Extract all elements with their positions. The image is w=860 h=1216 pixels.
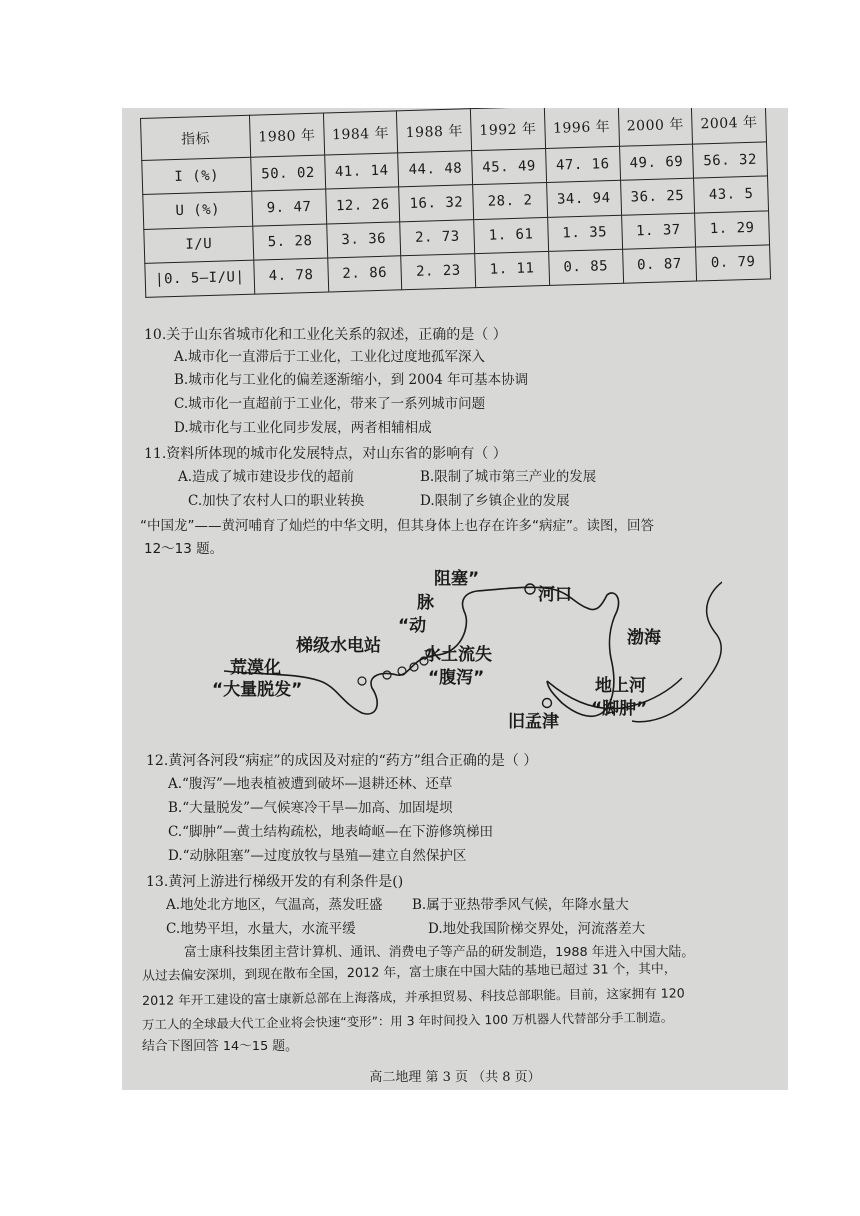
table-cell: 50. 02	[251, 155, 326, 191]
question-10-option-d: D.城市化与工业化同步发展，两者相辅相成	[174, 420, 432, 436]
question-11-option-c: C.加快了农村人口的职业转换	[188, 493, 365, 509]
table-cell: 34. 94	[546, 181, 621, 217]
table-cell: 1. 11	[475, 251, 550, 287]
table-cell: 0. 87	[622, 247, 697, 283]
map-label-mai: 脉	[417, 593, 434, 613]
table-cell: 43. 5	[694, 176, 769, 212]
table-cell: 36. 25	[620, 179, 695, 215]
header-cell-1988: 1988 年	[397, 109, 472, 153]
passage-line5: 结合下图回答 14～15 题。	[142, 1039, 298, 1054]
table-cell: 2. 86	[327, 256, 402, 292]
header-cell-1992: 1992 年	[470, 108, 545, 151]
map-label-huangmohua: 荒漠化	[230, 658, 281, 678]
question-13-stem: 13.黄河上游进行梯级开发的有利条件是()	[146, 874, 404, 890]
question-10-option-c: C.城市化一直超前于工业化，带来了一系列城市问题	[174, 396, 486, 412]
question-10-stem: 10.关于山东省城市化和工业化关系的叙述，正确的是（ ）	[144, 327, 507, 343]
table-cell: 41. 14	[324, 153, 399, 189]
question-12-option-c: C.“脚肿”—黄土结构疏松，地表崎岖—在下游修筑梯田	[168, 824, 493, 840]
header-cell-2000: 2000 年	[618, 108, 693, 147]
table-cell: 28. 2	[473, 183, 548, 219]
table-cell: 1. 29	[695, 211, 770, 247]
intro-12-13-line1: “中国龙”——黄河哺育了灿烂的中华文明，但其身体上也存在许多“病症”。读图，回答	[140, 518, 654, 534]
map-label-hekou: 河口	[538, 585, 572, 605]
map-label-zusai: 阻塞”	[434, 569, 480, 589]
passage-line3: 2012 年开工建设的富士康新总部在上海落成，并承担贸易、科技总部职能。目前，这家拥有 120	[142, 985, 685, 1008]
question-13-option-c: C.地势平坦，水量大，水流平缓	[166, 921, 356, 937]
question-12-stem: 12.黄河各河段“病症”的成因及对症的“药方”组合正确的是（ ）	[146, 753, 538, 769]
map-label-shuitu-liushi: 水土流失	[424, 645, 492, 665]
table-cell: 5. 28	[253, 224, 328, 260]
table-cell: 0. 79	[696, 245, 771, 281]
map-label-dong: “动	[398, 616, 427, 636]
question-10-option-b: B.城市化与工业化的偏差逐渐缩小，到 2004 年可基本协调	[174, 372, 529, 388]
question-10-option-a: A.城市化一直滞后于工业化，工业化过度地孤军深入	[174, 349, 486, 365]
map-label-bohai: 渤海	[627, 628, 661, 648]
urbanization-table-wrapper	[140, 108, 771, 298]
table-cell: 2. 73	[400, 219, 475, 255]
row-label: |0. 5—I/U|	[145, 260, 255, 297]
exam-page	[122, 108, 788, 1090]
jiumengjin-marker	[543, 699, 552, 708]
map-label-jiaozhong: “脚肿”	[591, 699, 648, 719]
table-cell: 2. 23	[401, 253, 476, 289]
intro-12-13-line2: 12～13 题。	[144, 541, 224, 557]
table-cell: 56. 32	[693, 142, 768, 178]
question-11-stem: 11.资料所体现的城市化发展特点，对山东省的影响有（ ）	[144, 446, 507, 462]
table-cell: 47. 16	[545, 147, 620, 183]
table-cell: 4. 78	[254, 258, 329, 294]
row-label: I (%)	[142, 157, 252, 194]
passage-line1: 富士康科技集团主营计算机、通讯、消费电子等产品的研发制造，1988 年进入中国大陆。	[184, 945, 695, 960]
table-cell: 49. 69	[619, 144, 694, 180]
question-11-option-d: D.限制了乡镇企业的发展	[420, 493, 570, 509]
page-footer: 高二地理 第 3 页 （共 8 页）	[369, 1070, 541, 1085]
table-cell: 12. 26	[325, 187, 400, 223]
table-cell: 1. 35	[547, 215, 622, 251]
header-cell-2004: 2004 年	[691, 108, 766, 144]
map-label-dishanghe: 地上河	[595, 676, 646, 696]
question-11-option-b: B.限制了城市第三产业的发展	[420, 469, 597, 485]
urbanization-industrialization-table	[140, 108, 771, 298]
question-13-option-d: D.地处我国阶梯交界处，河流落差大	[428, 921, 646, 937]
passage-line4: 万工人的全球最大代工企业将会快速“变形”：用 3 年时间投入 100 万机器人代替部分手工制造。	[142, 1009, 674, 1032]
table-cell: 0. 85	[548, 249, 623, 285]
row-label: U (%)	[143, 192, 253, 229]
table-cell: 1. 37	[621, 213, 696, 249]
table-cell: 44. 48	[398, 151, 473, 187]
header-cell-1996: 1996 年	[544, 108, 619, 149]
table-cell: 16. 32	[399, 185, 474, 221]
map-label-tiji-power: 梯级水电站	[296, 636, 381, 656]
table-cell: 9. 47	[252, 189, 327, 225]
table-cell: 45. 49	[472, 149, 547, 185]
yellow-river-map	[202, 563, 722, 738]
map-label-daliang-tuofa: “大量脱发”	[212, 680, 303, 700]
question-12-option-d: D.“动脉阻塞”—过度放牧与垦殖—建立自然保护区	[168, 848, 467, 864]
question-13-option-b: B.属于亚热带季风气候，年降水量大	[412, 897, 629, 913]
question-11-option-a: A.造成了城市建设步伐的超前	[178, 469, 355, 485]
header-cell-indicator: 指标	[141, 115, 251, 160]
question-13-option-a: A.地处北方地区，气温高，蒸发旺盛	[166, 897, 383, 913]
header-cell-1980: 1980 年	[249, 113, 324, 157]
map-label-jiumengjin: 旧孟津	[508, 712, 559, 732]
question-12-option-b: B.“大量脱发”—气候寒冷干旱—加高、加固堤坝	[168, 800, 453, 816]
row-label: I/U	[144, 226, 254, 263]
header-cell-1984: 1984 年	[323, 111, 398, 155]
map-label-fuxie: “腹泻”	[428, 668, 485, 688]
hekou-marker	[525, 584, 535, 594]
question-12-option-a: A.“腹泻”—地表植被遭到破坏—退耕还林、还草	[168, 776, 453, 792]
table-cell: 1. 61	[474, 217, 549, 253]
table-cell: 3. 36	[326, 221, 401, 257]
passage-line2: 从过去偏安深圳，到现在散布全国，2012 年，富士康在中国大陆的基地已超过 31 个，其中，	[142, 961, 677, 984]
